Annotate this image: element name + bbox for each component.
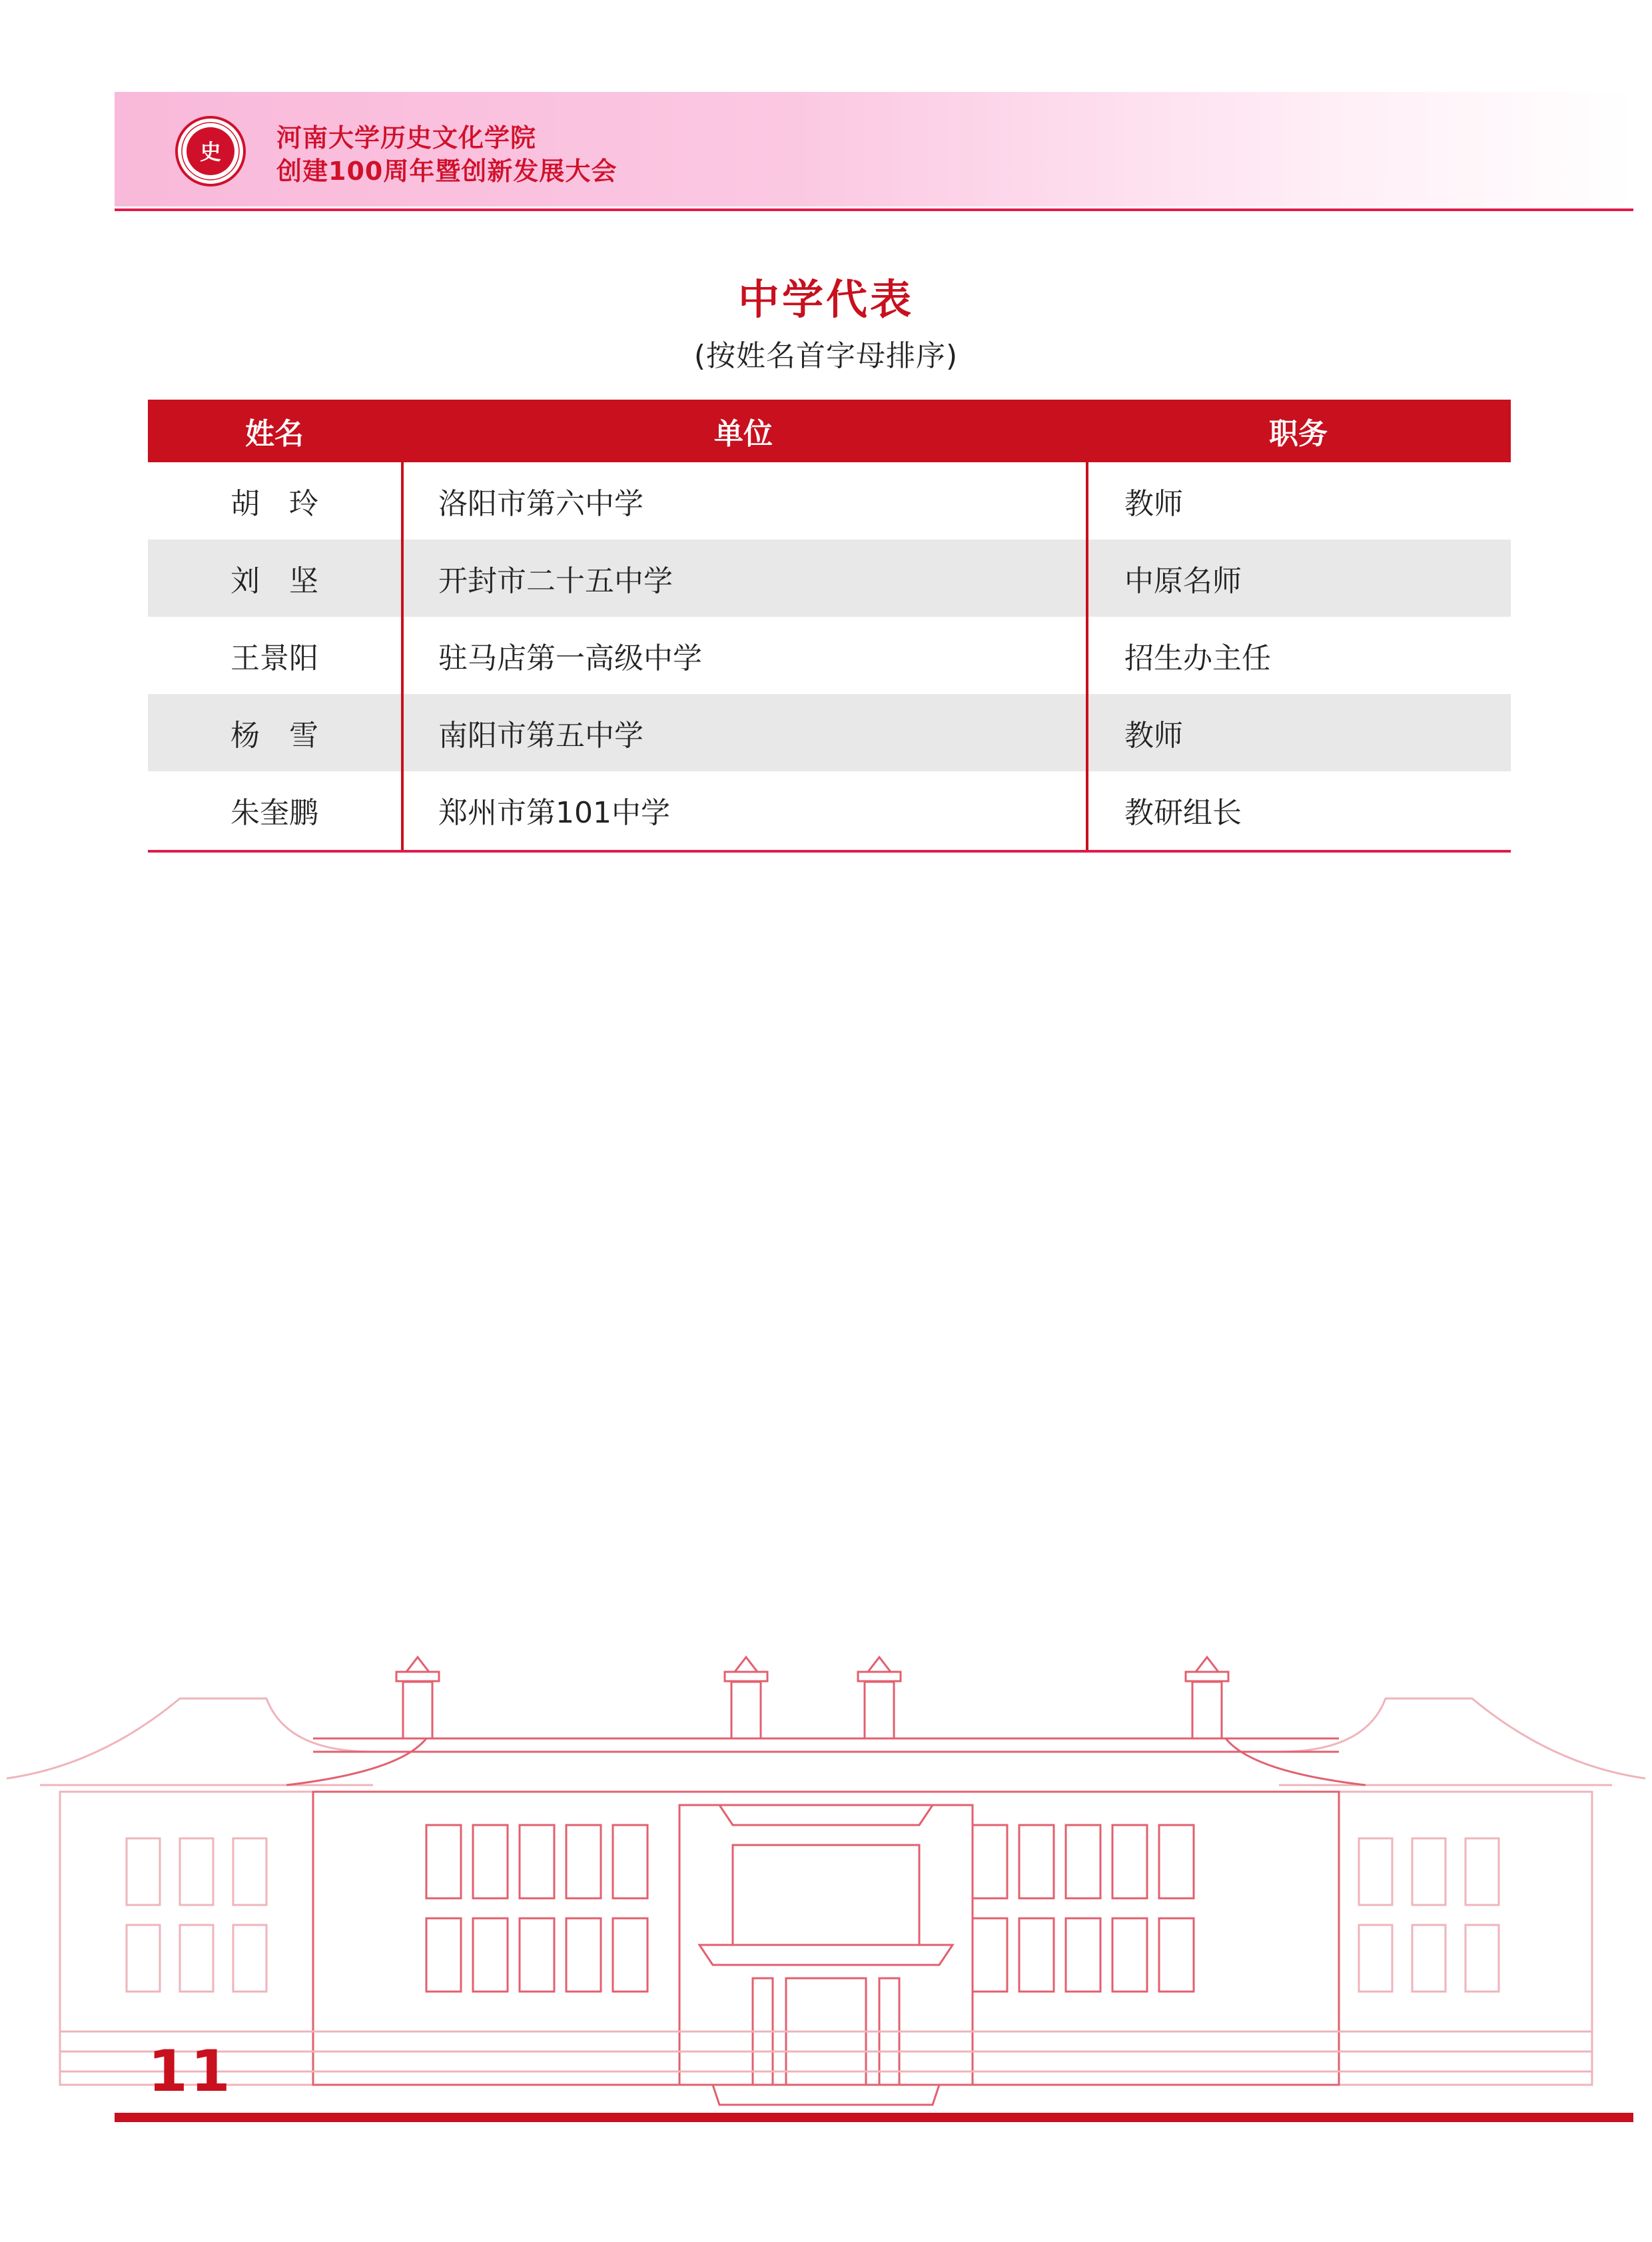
table-row [148, 540, 1511, 617]
column-divider [401, 462, 404, 850]
cell-unit: 郑州市第101中学 [438, 796, 670, 830]
table-row [148, 771, 1511, 849]
header-divider [115, 208, 1633, 211]
table-row [148, 617, 1511, 694]
cell-title: 教师 [1124, 487, 1183, 521]
table-row [148, 694, 1511, 771]
building-illustration [0, 1652, 1652, 2118]
table-bottom-border [148, 850, 1511, 853]
cell-name: 胡 玲 [230, 487, 318, 521]
header-title: 职务 [1269, 417, 1328, 451]
page-number: 11 [148, 2038, 233, 2105]
cell-name: 刘 坚 [230, 564, 318, 598]
cell-title: 教研组长 [1124, 796, 1242, 830]
cell-title: 中原名师 [1124, 564, 1242, 598]
section-title: 中学代表 [737, 275, 914, 324]
cell-name: 杨 雪 [230, 719, 318, 753]
svg-text:史: 史 [199, 139, 222, 165]
footer-divider [115, 2113, 1633, 2122]
chimney-group [396, 1657, 1228, 1738]
cell-name: 朱奎鹏 [230, 796, 318, 830]
table-header [148, 400, 1511, 462]
section-subtitle: (按姓名首字母排序) [693, 339, 959, 373]
header-unit: 单位 [714, 417, 773, 451]
cell-unit: 开封市二十五中学 [438, 564, 673, 598]
cell-unit: 洛阳市第六中学 [438, 487, 643, 521]
header-title-line2: 创建100周年暨创新发展大会 [276, 157, 618, 186]
header-title-line1: 河南大学历史文化学院 [276, 123, 537, 153]
college-logo [175, 115, 246, 187]
representatives-table [148, 400, 1511, 849]
cell-name: 王景阳 [230, 641, 318, 675]
column-divider [1086, 462, 1088, 850]
cell-title: 招生办主任 [1124, 641, 1271, 675]
cell-title: 教师 [1124, 719, 1183, 753]
table-row [148, 462, 1511, 540]
cell-unit: 南阳市第五中学 [438, 719, 643, 753]
header-name: 姓名 [245, 417, 304, 451]
cell-unit: 驻马店第一高级中学 [438, 641, 702, 675]
